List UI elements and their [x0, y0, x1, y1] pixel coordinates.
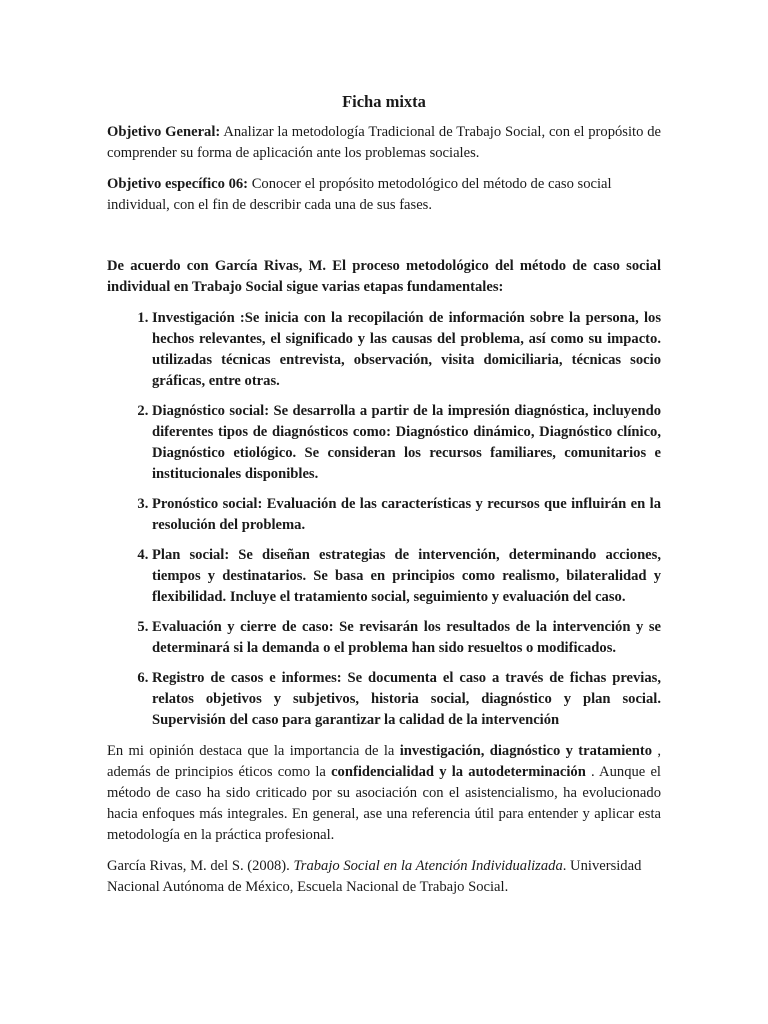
stage-item-pronostico: 3. Pronóstico social: Evaluación de las características y recursos que influirán en la resolución del problema. [152, 494, 661, 536]
opinion-text-3: . Aunque el método de caso ha sido criticado por su asociación con el asistencialismo, ha evolucionado hacia enfoques más integrales. En general, ase una referencia útil para entender y aplicar esta metodología en la práctica profesional. [107, 764, 661, 843]
general-objective-text: Analizar la metodología Tradicional de Trabajo Social, con el propósito de comprender su forma de aplicación ante los problemas sociales. [107, 124, 662, 161]
reference-entry [107, 856, 661, 898]
stage-item-diagnostico: 2. Diagnóstico social: Se desarrolla a partir de la impresión diagnóstica, incluyendo diferentes tipos de diagnósticos como: Diagnóstico dinámico, Diagnóstico clínico, Diagnóstico etiológico. Se consideran los recursos familiares, comunitarios e institucionales disponibles. [152, 401, 661, 485]
opinion-text-1: En mi opinión destaca que la importancia de la [107, 743, 400, 759]
specific-objective [107, 174, 661, 216]
document-page [107, 84, 661, 908]
general-objective [107, 122, 661, 164]
opinion-bold-1: investigación, diagnóstico y tratamiento [399, 743, 653, 759]
document-title: Ficha mixta [342, 92, 426, 111]
opinion-paragraph [107, 741, 661, 846]
stage-item-plan: 4. Plan social: Se diseñan estrategias de intervención, determinando acciones, tiempos y destinatarios. Se basa en principios como realismo, bilateralidad y flexibilidad. Incluye el tratamiento social, seguimiento y evaluación del caso. [152, 545, 661, 608]
opinion-bold-2: confidencialidad y la autodeterminación [331, 764, 586, 780]
reference-rest: . Universidad Nacional Autónoma de México, Escuela Nacional de Trabajo Social. [107, 858, 642, 895]
opinion-text-2: , además de principios éticos como la [107, 743, 661, 780]
reference-title: Trabajo Social en la Atención Individualizada [293, 858, 563, 874]
general-objective-label: Objetivo General: [107, 124, 221, 140]
intro-paragraph: De acuerdo con García Rivas, M. El proceso metodológico del método de caso social individual en Trabajo Social sigue varias etapas fundamentales: [107, 258, 661, 295]
stages-list [107, 308, 661, 731]
stage-item-investigacion: 1. Investigación :Se inicia con la recopilación de información sobre la persona, los hechos relevantes, el significado y las causas del problema, así como su impacto. utilizadas técnicas entrevista, observación, visita domiciliaria, técnicas socio gráficas, entre otras. [152, 308, 661, 392]
stage-item-evaluacion: 5. Evaluación y cierre de caso: Se revisarán los resultados de la intervención y se determinará si la demanda o el problema han sido resueltos o modificados. [152, 617, 661, 659]
reference-authors: García Rivas, M. del S. (2008). [107, 858, 294, 874]
specific-objective-label: Objetivo específico 06: [107, 176, 249, 192]
stage-item-registro: 6. Registro de casos e informes: Se documenta el caso a través de fichas previas, relatos objetivos y subjetivos, historia social, diagnóstico y plan social. Supervisión del caso para garantizar la calidad de la intervención [152, 668, 661, 731]
specific-objective-text: Conocer el propósito metodológico del método de caso social individual, con el fin de describir cada una de sus fases. [107, 176, 612, 213]
